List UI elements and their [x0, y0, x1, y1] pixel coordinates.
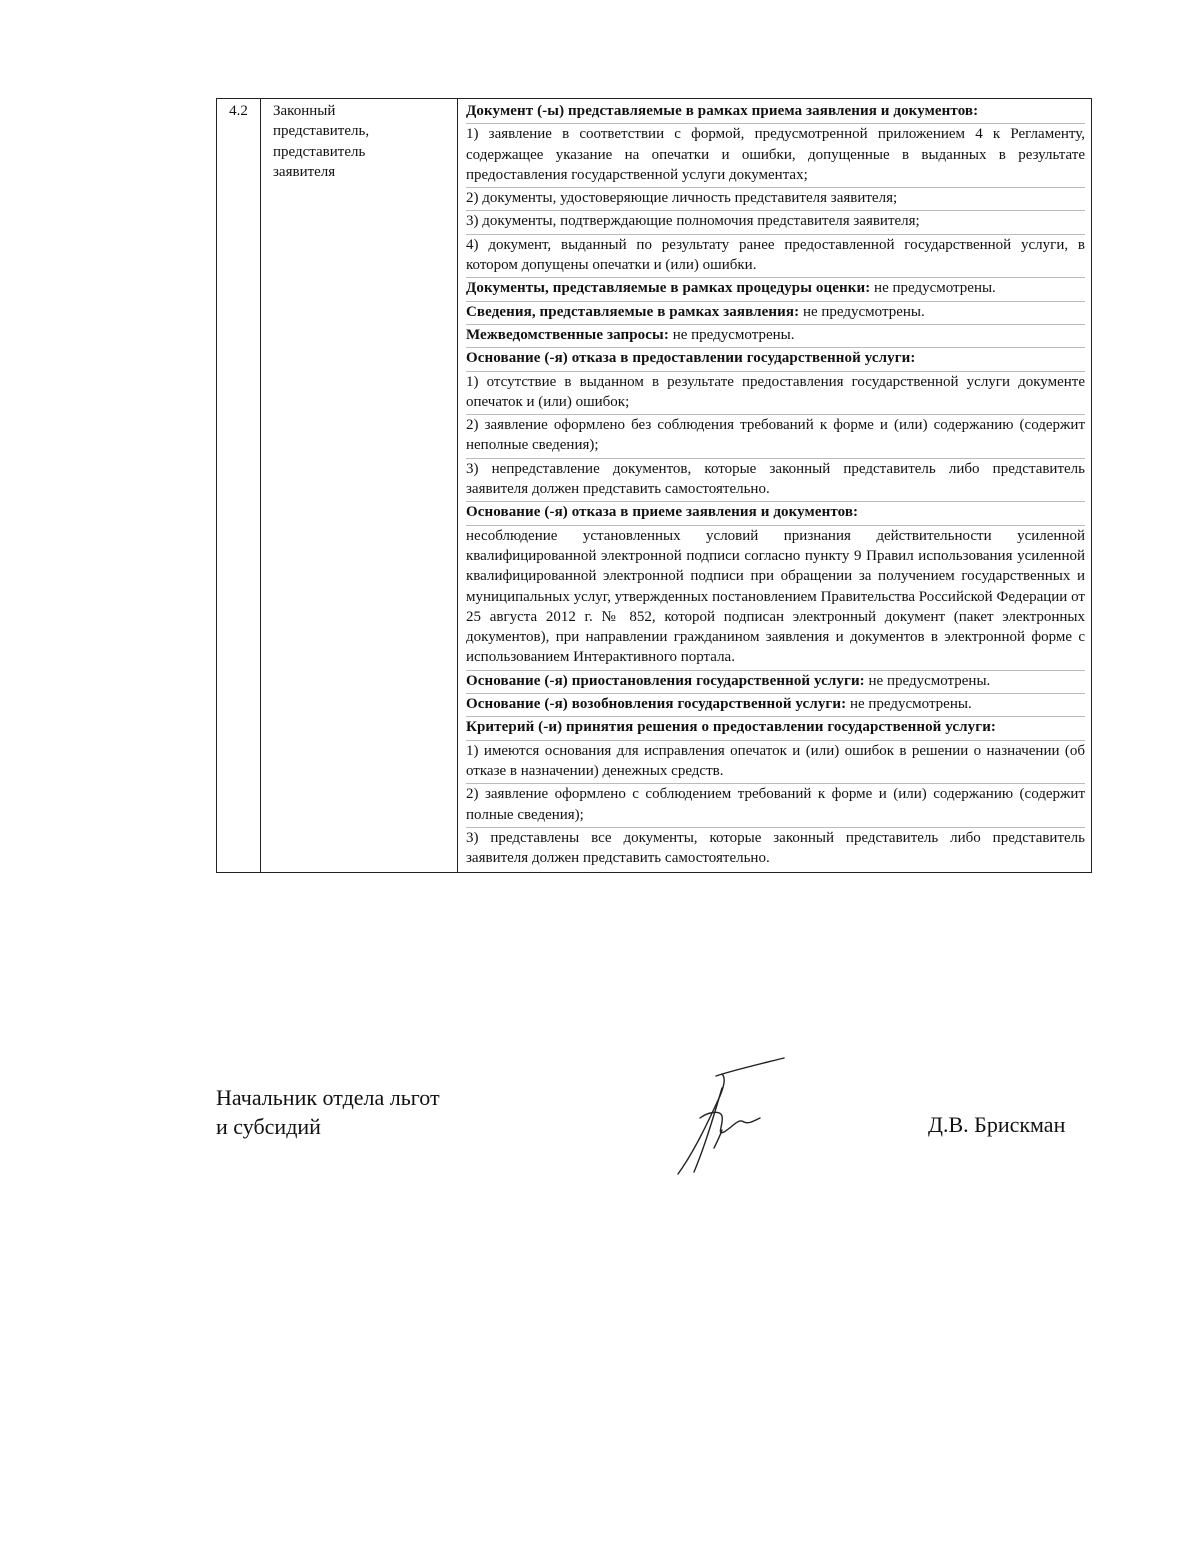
paragraph-heading: Сведения, представляемые в рамках заявления:	[466, 303, 800, 320]
paragraph-heading: Межведомственные запросы:	[466, 326, 669, 343]
paragraph-text: 2) документы, удостоверяющие личность представителя заявителя;	[466, 190, 898, 207]
requirement-paragraph	[466, 348, 1085, 371]
signer-position-line: Начальник отдела льгот	[216, 1085, 440, 1110]
paragraph-text: 2) заявление оформлено без соблюдения требований к форме и (или) содержанию (содержит неполные сведения);	[466, 417, 1085, 454]
requirement-paragraph	[466, 188, 1085, 211]
paragraph-text: 1) имеются основания для исправления опечаток и (или) ошибок в решении о назначении (об отказе в назначении) денежных средств.	[466, 742, 1085, 779]
requirement-paragraph	[466, 211, 1085, 234]
requirement-paragraph	[466, 694, 1085, 717]
requirement-paragraph	[466, 671, 1085, 694]
applicant-category-cell	[261, 99, 458, 873]
paragraph-text: 1) заявление в соответствии с формой, предусмотренной приложением 4 к Регламенту, содержащее указание на опечатки и ошибки, допущенные в выданных в результате предоставления государственной услуги документах;	[466, 126, 1085, 183]
requirement-paragraph	[466, 741, 1085, 785]
paragraph-text: не предусмотрены.	[864, 672, 991, 689]
requirement-paragraph	[466, 278, 1085, 301]
paragraph-text: 1) отсутствие в выданном в результате предоставления государственной услуги документе опечаток и (или) ошибок;	[466, 373, 1085, 410]
paragraph-text: 2) заявление оформлено с соблюдением требований к форме и (или) содержанию (содержит полные сведения);	[466, 786, 1085, 823]
signer-name: Д.В. Брискман	[928, 1112, 1066, 1137]
paragraph-text: не предусмотрены.	[799, 303, 925, 320]
applicant-category-line: представитель	[273, 143, 366, 160]
handwritten-signature	[664, 1052, 794, 1182]
paragraph-heading: Критерий (-и) принятия решения о предоставлении государственной услуги:	[466, 719, 997, 736]
requirement-paragraph	[466, 717, 1085, 740]
applicant-category-line: представитель,	[273, 123, 370, 140]
requirement-paragraph	[466, 415, 1085, 459]
paragraph-heading: Основание (-я) возобновления государственной услуги:	[466, 696, 847, 713]
requirement-paragraph	[466, 325, 1085, 348]
requirement-paragraph	[466, 372, 1085, 416]
signer-position-line: и субсидий	[216, 1114, 321, 1139]
paragraph-text: несоблюдение установленных условий признания действительности усиленной квалифицированной электронной подписи согласно пункту 9 Правил использования усиленной квалифицированной электронной подписи при обращении за получением государственных и муниципальных услуг, утвержденных постановлением Правительства Российской Федерации от 25 августа 2012 г. № 852, которой подписан электронный документ (пакет электронных документов), при направлении гражданином заявления и документов в электронной форме с использованием Интерактивного портала.	[466, 527, 1085, 666]
requirement-paragraph	[466, 101, 1085, 124]
row-number: 4.2	[229, 103, 248, 119]
requirement-paragraph	[466, 459, 1085, 503]
paragraph-text: 3) представлены все документы, которые законный представитель либо представитель заявителя должен представить самостоятельно.	[466, 829, 1085, 867]
paragraph-heading: Основание (-я) отказа в предоставлении государственной услуги:	[466, 350, 916, 367]
applicant-category-line: заявителя	[273, 163, 336, 180]
requirements-cell	[458, 99, 1092, 873]
requirement-paragraph	[466, 302, 1085, 325]
signer-position	[216, 1083, 440, 1141]
paragraph-text: 3) документы, подтверждающие полномочия представителя заявителя;	[466, 213, 920, 230]
applicant-category-line: Законный	[273, 103, 336, 119]
requirement-paragraph	[466, 235, 1085, 279]
paragraph-text: 3) непредставление документов, которые законный представитель либо представитель заявителя должен представить самостоятельно.	[466, 460, 1085, 498]
table-row	[217, 99, 1092, 873]
paragraph-heading: Документ (-ы) представляемые в рамках приема заявления и документов:	[466, 103, 979, 119]
paragraph-text: не предусмотрены.	[870, 280, 996, 297]
paragraph-heading: Документы, представляемые в рамках процедуры оценки:	[466, 280, 871, 297]
requirements-table	[216, 98, 1092, 873]
paragraph-text: не предусмотрены.	[668, 326, 795, 343]
row-number-cell	[217, 99, 261, 873]
requirement-paragraph	[466, 526, 1085, 671]
paragraph-heading: Основание (-я) приостановления государственной услуги:	[466, 672, 865, 689]
paragraph-text: 4) документ, выданный по результату ранее предоставленной государственной услуги, в котором допущены опечатки и (или) ошибки.	[466, 236, 1085, 274]
requirement-paragraph	[466, 784, 1085, 828]
requirement-paragraph	[466, 502, 1085, 525]
paragraph-heading: Основание (-я) отказа в приеме заявления и документов:	[466, 504, 859, 521]
requirement-paragraph	[466, 828, 1085, 871]
paragraph-text: не предусмотрены.	[846, 696, 972, 713]
requirement-paragraph	[466, 124, 1085, 188]
